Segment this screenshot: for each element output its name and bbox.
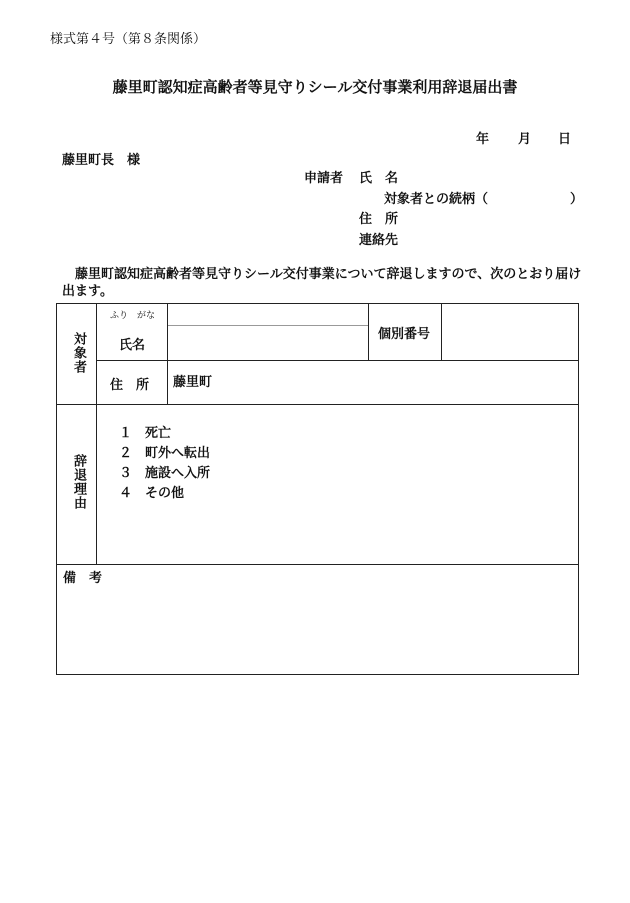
- furigana-label: ふり がな: [110, 311, 156, 321]
- subject-address-value: 藤里町: [173, 375, 213, 390]
- reason-item: ２ 町外へ転出: [119, 446, 211, 461]
- id-number-label: 個別番号: [378, 327, 431, 342]
- document-title: 藤里町認知症高齢者等見守りシール交付事業利用辞退届出書: [112, 78, 518, 96]
- reason-item: ４ その他: [119, 486, 185, 501]
- reason-item: ３ 施設へ入所: [119, 466, 211, 481]
- date-day-label: 日: [558, 132, 572, 147]
- reason-item: １ 死亡: [119, 426, 172, 441]
- date-month-label: 月: [518, 132, 532, 147]
- remarks-label: 備 考: [63, 571, 103, 586]
- reason-header: 辞退理由: [71, 454, 86, 510]
- form-number: 様式第４号（第８条関係）: [50, 32, 207, 47]
- applicant-relation-close: ）: [570, 192, 584, 207]
- form-table: [56, 303, 579, 675]
- subject-header: 対象者: [71, 332, 86, 374]
- applicant-contact-label: 連絡先: [359, 233, 399, 248]
- body-text: 藤里町認知症高齢者等見守りシール交付事業について辞退しますので、次のとおり届け出ます。: [62, 267, 582, 299]
- date-year-label: 年: [476, 132, 490, 147]
- addressee: 藤里町長 様: [62, 153, 141, 168]
- subject-address-label: 住 所: [110, 378, 150, 393]
- applicant-address-label: 住 所: [359, 212, 399, 227]
- applicant-name-label: 氏 名: [359, 171, 399, 186]
- applicant-label: 申請者: [304, 171, 344, 186]
- subject-name-label: 氏名: [119, 338, 146, 353]
- reason-list: [119, 424, 210, 504]
- applicant-relation-label: 対象者との続柄（: [384, 192, 489, 207]
